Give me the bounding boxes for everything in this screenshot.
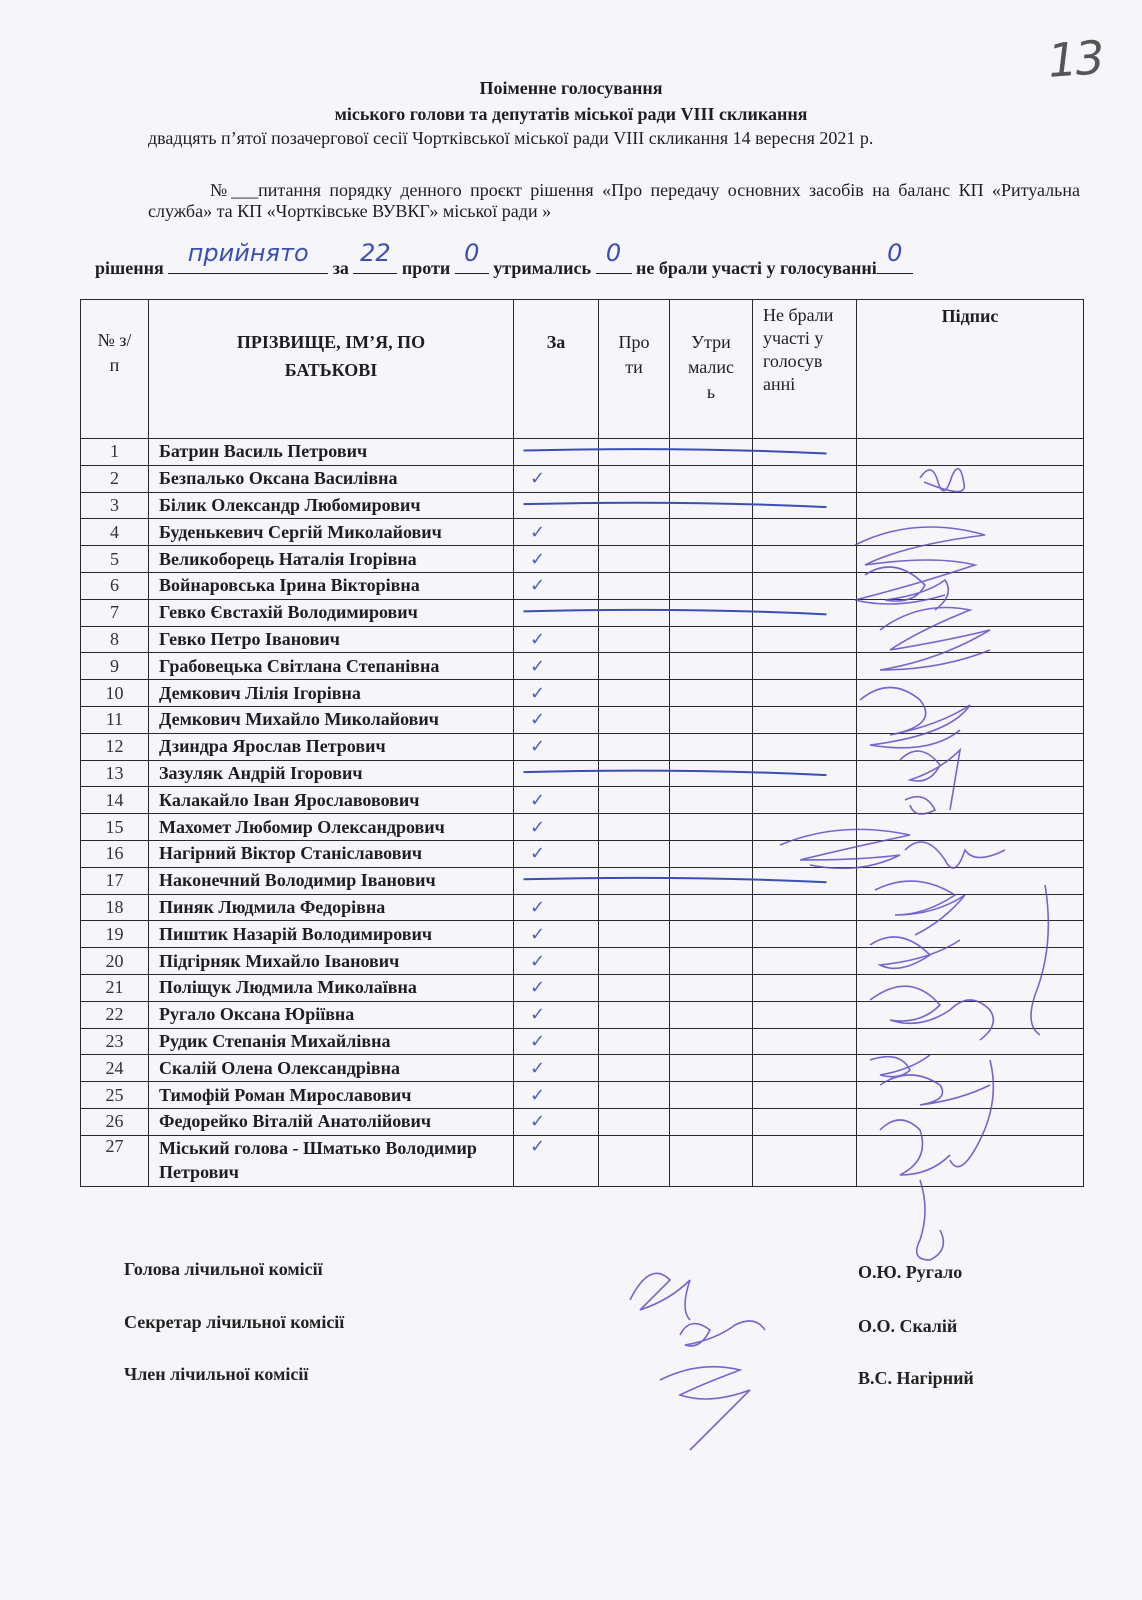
deputy-name: Грабовецька Світлана Степанівна [149, 653, 514, 680]
row-number: 8 [81, 626, 149, 653]
vote-za-cell [514, 626, 599, 653]
table-row [81, 1055, 1084, 1082]
signature-cell [857, 1082, 1084, 1109]
checkmark-icon: ✓ [530, 1030, 546, 1052]
vote-ne-braly-cell [753, 546, 857, 573]
checkmark-icon: ✓ [530, 468, 546, 490]
table-row [81, 599, 1084, 626]
row-number: 25 [81, 1082, 149, 1109]
vote-proty-cell [599, 492, 670, 519]
header-signature: Підпис [941, 306, 999, 326]
table-row [81, 894, 1084, 921]
table-row [81, 948, 1084, 975]
table-row [81, 733, 1084, 760]
vote-za-cell [514, 465, 599, 492]
vote-utrymalys-cell [670, 519, 753, 546]
table-row [81, 787, 1084, 814]
vote-za-cell [514, 492, 599, 519]
vote-utrymalys-cell [670, 1082, 753, 1109]
checkmark-icon: ✓ [530, 575, 546, 597]
commission-name-3: В.С. Нагірний [858, 1368, 974, 1388]
vote-proty-cell [599, 626, 670, 653]
checkmark-icon: ✓ [530, 1057, 546, 1079]
vote-utrymalys-cell [670, 1001, 753, 1028]
row-number: 22 [81, 1001, 149, 1028]
row-number: 2 [81, 465, 149, 492]
row-number: 9 [81, 653, 149, 680]
checkmark-icon: ✓ [530, 1084, 546, 1106]
row-number: 14 [81, 787, 149, 814]
deputy-name: Скалій Олена Олександрівна [149, 1055, 514, 1082]
signature-cell [857, 787, 1084, 814]
signature-cell [857, 733, 1084, 760]
vote-za-cell [514, 599, 599, 626]
commission-role-2: Секретар лічильної комісії [124, 1312, 345, 1332]
vote-za-cell [514, 840, 599, 867]
vote-utrymalys-cell [670, 706, 753, 733]
table-row [81, 1082, 1084, 1109]
deputy-name: Гевко Петро Іванович [149, 626, 514, 653]
row-number: 19 [81, 921, 149, 948]
table-row [81, 439, 1084, 466]
deputy-name: Пиштик Назарій Володимирович [149, 921, 514, 948]
signature-cell [857, 465, 1084, 492]
signature-mark [660, 1367, 750, 1450]
deputy-name: Батрин Василь Петрович [149, 439, 514, 466]
checkmark-icon: ✓ [530, 548, 546, 570]
vote-za-cell [514, 680, 599, 707]
signature-cell [857, 599, 1084, 626]
checkmark-icon: ✓ [530, 521, 546, 543]
vote-utrymalys-cell [670, 1028, 753, 1055]
vote-proty-cell [599, 519, 670, 546]
checkmark-icon: ✓ [530, 923, 546, 945]
vote-za-cell [514, 546, 599, 573]
vote-proty-cell [599, 572, 670, 599]
za-label: за [332, 258, 349, 278]
deputy-name: Тимофій Роман Мирославович [149, 1082, 514, 1109]
vote-za-cell [514, 706, 599, 733]
deputy-name: Міський голова - Шматько Володимир Петрович [149, 1135, 514, 1186]
vote-utrymalys-cell [670, 787, 753, 814]
deputy-name: Поліщук Людмила Миколаївна [149, 974, 514, 1001]
row-number: 17 [81, 867, 149, 894]
vote-proty-cell [599, 1055, 670, 1082]
vote-ne-braly-cell [753, 948, 857, 975]
vote-utrymalys-cell [670, 680, 753, 707]
deputy-name: Нагірний Віктор Станіславович [149, 840, 514, 867]
table-row [81, 519, 1084, 546]
signature-cell [857, 680, 1084, 707]
table-row [81, 653, 1084, 680]
table-row [81, 706, 1084, 733]
row-number: 4 [81, 519, 149, 546]
proty-label: проти [401, 258, 451, 278]
vote-table [80, 299, 1084, 1187]
vote-ne-braly-cell [753, 733, 857, 760]
vote-utrymalys-cell [670, 921, 753, 948]
deputy-name: Зазуляк Андрій Ігорович [149, 760, 514, 787]
row-number: 7 [81, 599, 149, 626]
vote-ne-braly-cell [753, 653, 857, 680]
vote-za-cell [514, 1082, 599, 1109]
row-number: 12 [81, 733, 149, 760]
signature-cell [857, 546, 1084, 573]
deputy-name: Буденькевич Сергій Миколайович [149, 519, 514, 546]
deputy-name: Войнаровська Ірина Вікторівна [149, 572, 514, 599]
deputy-name: Підгірняк Михайло Іванович [149, 948, 514, 975]
table-row [81, 760, 1084, 787]
vote-ne-braly-cell [753, 1135, 857, 1186]
vote-za-cell [514, 1108, 599, 1135]
za-count: 22 [360, 239, 391, 267]
signature-cell [857, 894, 1084, 921]
vote-ne-braly-cell [753, 680, 857, 707]
deputy-name: Демкович Лілія Ігорівна [149, 680, 514, 707]
signature-mark [680, 1321, 765, 1346]
signature-cell [857, 1028, 1084, 1055]
document-subtitle: міського голови та депутатів міської ради VIII скликання [334, 104, 808, 124]
vote-proty-cell [599, 1135, 670, 1186]
vote-proty-cell [599, 1108, 670, 1135]
checkmark-icon: ✓ [530, 977, 546, 999]
vote-utrymalys-cell [670, 894, 753, 921]
checkmark-icon: ✓ [530, 843, 546, 865]
checkmark-icon: ✓ [530, 1111, 546, 1133]
vote-za-cell [514, 519, 599, 546]
checkmark-icon: ✓ [530, 896, 546, 918]
signature-cell [857, 706, 1084, 733]
checkmark-icon: ✓ [530, 628, 546, 650]
deputy-name: Дзиндра Ярослав Петрович [149, 733, 514, 760]
signature-cell [857, 653, 1084, 680]
signature-cell [857, 760, 1084, 787]
table-header-row [81, 300, 1084, 439]
header-proty: Про ти [618, 332, 650, 377]
table-row [81, 1135, 1084, 1186]
vote-utrymalys-cell [670, 653, 753, 680]
checkmark-icon: ✓ [530, 1135, 546, 1157]
vote-za-cell [514, 894, 599, 921]
row-number: 21 [81, 974, 149, 1001]
vote-proty-cell [599, 706, 670, 733]
table-row [81, 1108, 1084, 1135]
row-number: 27 [81, 1135, 149, 1186]
session-text: двадцять п’ятої позачергової сесії Чортківської міської ради VIII скликання 14 вересня 2021 р. [148, 128, 874, 148]
signature-mark [630, 1273, 690, 1320]
vote-utrymalys-cell [670, 465, 753, 492]
vote-ne-braly-cell [753, 867, 857, 894]
vote-za-cell [514, 760, 599, 787]
checkmark-icon: ✓ [530, 709, 546, 731]
vote-proty-cell [599, 1082, 670, 1109]
vote-proty-cell [599, 680, 670, 707]
table-row [81, 626, 1084, 653]
vote-proty-cell [599, 948, 670, 975]
checkmark-icon: ✓ [530, 1004, 546, 1026]
deputy-name: Білик Олександр Любомирович [149, 492, 514, 519]
proty-count: 0 [464, 239, 480, 267]
ne-braly-count: 0 [887, 239, 903, 267]
signature-cell [857, 974, 1084, 1001]
vote-utrymalys-cell [670, 867, 753, 894]
table-row [81, 1001, 1084, 1028]
signature-cell [857, 814, 1084, 841]
vote-utrymalys-cell [670, 733, 753, 760]
row-number: 13 [81, 760, 149, 787]
vote-ne-braly-cell [753, 1082, 857, 1109]
vote-proty-cell [599, 921, 670, 948]
vote-proty-cell [599, 1028, 670, 1055]
row-number: 10 [81, 680, 149, 707]
vote-za-cell [514, 787, 599, 814]
table-row [81, 814, 1084, 841]
row-number: 3 [81, 492, 149, 519]
vote-za-cell [514, 733, 599, 760]
vote-proty-cell [599, 439, 670, 466]
vote-ne-braly-cell [753, 465, 857, 492]
header-ne-braly: Не брали участі у голосув анні [763, 305, 834, 394]
vote-ne-braly-cell [753, 840, 857, 867]
signature-cell [857, 572, 1084, 599]
vote-proty-cell [599, 546, 670, 573]
vote-za-cell [514, 1135, 599, 1186]
table-row [81, 1028, 1084, 1055]
table-row [81, 974, 1084, 1001]
utrymalys-label: утримались [493, 258, 591, 278]
vote-ne-braly-cell [753, 599, 857, 626]
vote-za-cell [514, 974, 599, 1001]
deputy-name: Федорейко Віталій Анатолійович [149, 1108, 514, 1135]
decision-label: рішення [95, 258, 164, 278]
row-number: 16 [81, 840, 149, 867]
commission-role-1: Голова лічильної комісії [124, 1259, 323, 1279]
row-number: 5 [81, 546, 149, 573]
deputy-name: Наконечний Володимир Іванович [149, 867, 514, 894]
checkmark-icon: ✓ [530, 682, 546, 704]
vote-ne-braly-cell [753, 439, 857, 466]
vote-utrymalys-cell [670, 572, 753, 599]
deputy-name: Махомет Любомир Олександрович [149, 814, 514, 841]
vote-utrymalys-cell [670, 948, 753, 975]
signature-cell [857, 948, 1084, 975]
commission-role-3: Член лічильної комісії [124, 1364, 309, 1384]
vote-utrymalys-cell [670, 492, 753, 519]
signature-cell [857, 1135, 1084, 1186]
vote-utrymalys-cell [670, 760, 753, 787]
table-row [81, 867, 1084, 894]
row-number: 23 [81, 1028, 149, 1055]
vote-proty-cell [599, 733, 670, 760]
vote-ne-braly-cell [753, 921, 857, 948]
vote-za-cell [514, 572, 599, 599]
signature-cell [857, 626, 1084, 653]
vote-proty-cell [599, 894, 670, 921]
signature-mark [917, 1180, 944, 1260]
row-number: 6 [81, 572, 149, 599]
vote-utrymalys-cell [670, 599, 753, 626]
vote-ne-braly-cell [753, 1028, 857, 1055]
commission-name-1: О.Ю. Ругало [858, 1262, 963, 1282]
vote-proty-cell [599, 760, 670, 787]
vote-ne-braly-cell [753, 492, 857, 519]
vote-proty-cell [599, 814, 670, 841]
deputy-name: Рудик Степанія Михайлівна [149, 1028, 514, 1055]
header-za: За [546, 332, 566, 352]
vote-utrymalys-cell [670, 814, 753, 841]
checkmark-icon: ✓ [530, 950, 546, 972]
page-number: 13 [1046, 30, 1105, 88]
deputy-name: Пиняк Людмила Федорівна [149, 894, 514, 921]
header-num: № з/п [97, 330, 132, 375]
deputy-name: Безпалько Оксана Василівна [149, 465, 514, 492]
checkmark-icon: ✓ [530, 736, 546, 758]
vote-za-cell [514, 1055, 599, 1082]
decision-line [95, 239, 913, 279]
signature-cell [857, 921, 1084, 948]
vote-ne-braly-cell [753, 814, 857, 841]
commission-name-2: О.О. Скалій [858, 1316, 958, 1336]
vote-proty-cell [599, 599, 670, 626]
signature-cell [857, 867, 1084, 894]
signature-cell [857, 1055, 1084, 1082]
vote-utrymalys-cell [670, 840, 753, 867]
deputy-name: Ругало Оксана Юріївна [149, 1001, 514, 1028]
vote-proty-cell [599, 867, 670, 894]
table-row [81, 465, 1084, 492]
vote-proty-cell [599, 787, 670, 814]
vote-utrymalys-cell [670, 1055, 753, 1082]
agenda-text: №___питання порядку денного проєкт рішення «Про передачу основних засобів на баланс КП «Ритуальна служба» та КП «Чортківське ВУВКГ» міської ради » [148, 180, 1080, 221]
table-row [81, 840, 1084, 867]
checkmark-icon: ✓ [530, 655, 546, 677]
deputy-name: Великоборець Наталія Ігорівна [149, 546, 514, 573]
checkmark-icon: ✓ [530, 816, 546, 838]
header-name: ПРІЗВИЩЕ, ІМ’Я, ПО БАТЬКОВІ [236, 332, 426, 380]
row-number: 20 [81, 948, 149, 975]
header-utrymalys: Утри малис ь [687, 332, 735, 402]
vote-za-cell [514, 948, 599, 975]
vote-ne-braly-cell [753, 974, 857, 1001]
vote-utrymalys-cell [670, 626, 753, 653]
vote-ne-braly-cell [753, 519, 857, 546]
vote-utrymalys-cell [670, 1135, 753, 1186]
vote-proty-cell [599, 465, 670, 492]
vote-ne-braly-cell [753, 1001, 857, 1028]
row-number: 24 [81, 1055, 149, 1082]
signature-cell [857, 840, 1084, 867]
signature-cell [857, 1001, 1084, 1028]
utrymalys-count: 0 [605, 239, 622, 267]
signature-cell [857, 492, 1084, 519]
signature-cell [857, 439, 1084, 466]
table-row [81, 921, 1084, 948]
vote-za-cell [514, 814, 599, 841]
vote-za-cell [514, 653, 599, 680]
vote-utrymalys-cell [670, 1108, 753, 1135]
vote-ne-braly-cell [753, 706, 857, 733]
signature-cell [857, 519, 1084, 546]
vote-proty-cell [599, 974, 670, 1001]
row-number: 11 [81, 706, 149, 733]
vote-proty-cell [599, 1001, 670, 1028]
row-number: 15 [81, 814, 149, 841]
ne-braly-label: не брали участі у голосуванні [636, 258, 877, 278]
vote-za-cell [514, 921, 599, 948]
row-number: 1 [81, 439, 149, 466]
vote-table-body [81, 439, 1084, 1187]
vote-utrymalys-cell [670, 439, 753, 466]
vote-za-cell [514, 439, 599, 466]
document-title: Поіменне голосування [479, 78, 663, 98]
table-row [81, 546, 1084, 573]
checkmark-icon: ✓ [530, 789, 546, 811]
signature-cell [857, 1108, 1084, 1135]
vote-za-cell [514, 1028, 599, 1055]
vote-ne-braly-cell [753, 787, 857, 814]
vote-za-cell [514, 867, 599, 894]
table-row [81, 680, 1084, 707]
deputy-name: Калакайло Іван Ярославовович [149, 787, 514, 814]
vote-proty-cell [599, 840, 670, 867]
vote-utrymalys-cell [670, 546, 753, 573]
vote-proty-cell [599, 653, 670, 680]
vote-ne-braly-cell [753, 894, 857, 921]
row-number: 26 [81, 1108, 149, 1135]
vote-ne-braly-cell [753, 572, 857, 599]
vote-ne-braly-cell [753, 626, 857, 653]
row-number: 18 [81, 894, 149, 921]
vote-za-cell [514, 1001, 599, 1028]
vote-ne-braly-cell [753, 1108, 857, 1135]
table-row [81, 492, 1084, 519]
deputy-name: Демкович Михайло Миколайович [149, 706, 514, 733]
vote-utrymalys-cell [670, 974, 753, 1001]
deputy-name: Гевко Євстахій Володимирович [149, 599, 514, 626]
vote-ne-braly-cell [753, 1055, 857, 1082]
table-row [81, 572, 1084, 599]
vote-ne-braly-cell [753, 760, 857, 787]
decision-result: прийнято [187, 239, 309, 267]
